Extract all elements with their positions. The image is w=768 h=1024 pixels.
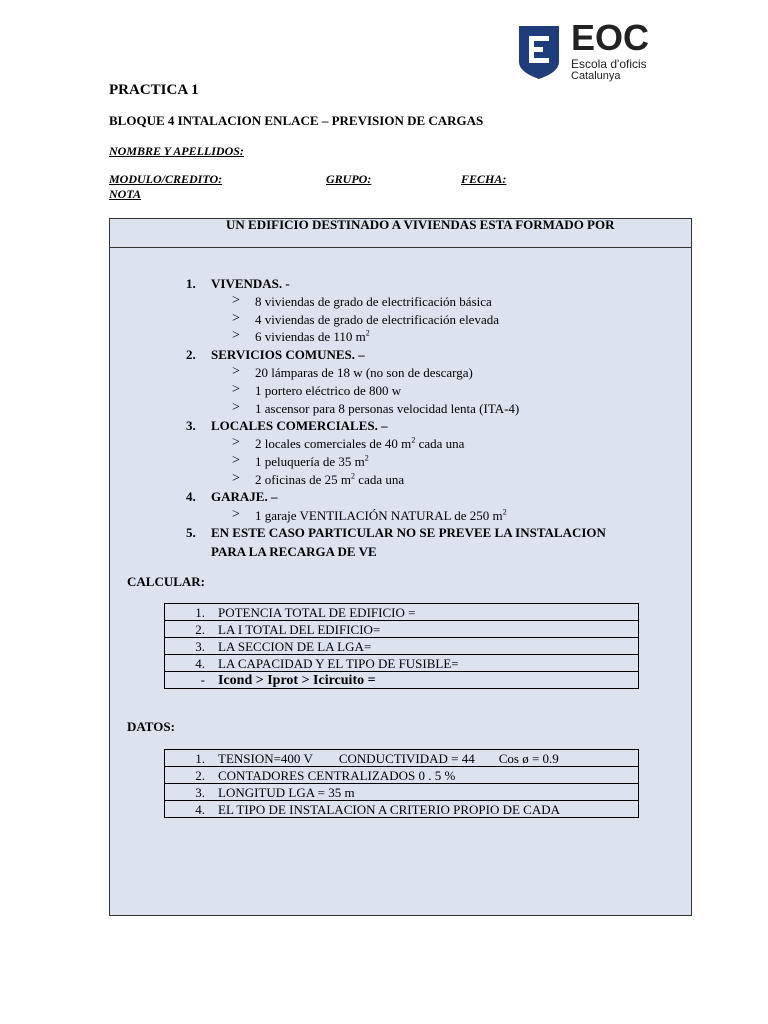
table-row: 2. CONTADORES CENTRALIZADOS 0 . 5 % [165,767,639,784]
datos-heading: DATOS: [127,719,175,734]
table-row: - Icond > Iprot > Icircuito = [165,672,639,689]
arrow-bullet-icon: > [232,400,240,415]
section-title: VIVENDAS. - [211,276,290,291]
list-item: 4 viviendas de grado de electrificación elevada [255,312,499,327]
table-row: 4. EL TIPO DE INSTALACION A CRITERIO PROPIO DE CADA [165,801,639,818]
arrow-bullet-icon: > [232,364,240,379]
logo-name: EOC [571,17,650,58]
list-item: 20 lámparas de 18 w (no son de descarga) [255,365,473,380]
page-subtitle: BLOQUE 4 INTALACION ENLACE – PREVISION DE CARGAS [109,113,484,128]
panel-header [110,219,691,248]
arrow-bullet-icon: > [232,382,240,397]
table-row: 2. LA I TOTAL DEL EDIFICIO= [165,621,639,638]
list-item: 6 viviendas de 110 $m^2$ [255,328,370,344]
table-row: 4. LA CAPACIDAD Y EL TIPO DE FUSIBLE= [165,655,639,672]
table-row: 3. LONGITUD LGA = 35 m [165,784,639,801]
arrow-bullet-icon: > [232,471,240,486]
arrow-bullet-icon: > [232,311,240,326]
section-number: 4. [186,489,196,504]
arrow-bullet-icon: > [232,328,240,343]
list-item: 1 ascensor para 8 personas velocidad lenta (ITA-4) [255,401,520,416]
logo-subtitle-1: Escola d'oficis [571,57,647,71]
arrow-bullet-icon: > [232,453,240,468]
list-item: 1 peluquería de 35 $m^2$ [255,453,369,469]
table-row: 3. LA SECCION DE LA LGA= [165,638,639,655]
problem-panel [109,218,692,916]
section-title: SERVICIOS COMUNES. – [211,347,365,362]
table-row: 1. TENSION=400 V CONDUCTIVIDAD = 44 Cos ø = 0.9 [165,750,639,767]
grupo-field-label: GRUPO: [326,172,372,186]
list-item: 1 garaje VENTILACIÓN NATURAL de 250 $m^2$ [255,507,507,523]
section-title: EN ESTE CASO PARTICULAR NO SE PREVEE LA INSTALACION [211,525,606,540]
eoc-logo [517,17,667,82]
list-item: 2 locales comerciales de 40 $m^2$ cada una [255,435,465,451]
calcular-table [164,603,639,689]
section-number: 5. [186,525,196,540]
list-item: 1 portero eléctrico de 800 w [255,383,402,398]
list-item: 8 viviendas de grado de electrificación básica [255,294,492,309]
calcular-heading: CALCULAR: [127,574,205,589]
panel-heading: UN EDIFICIO DESTINADO A VIVIENDAS ESTA FORMADO POR [226,217,615,232]
shield-logo-icon [517,24,561,80]
section-number: 2. [186,347,196,362]
page-title: PRACTICA 1 [109,82,199,98]
section-title: GARAJE. – [211,489,278,504]
logo-subtitle-2: Catalunya [571,70,621,82]
arrow-bullet-icon: > [232,293,240,308]
arrow-bullet-icon: > [232,435,240,450]
nota-field-label: NOTA [109,187,142,201]
section-title-continued: PARA LA RECARGA DE VE [211,544,377,559]
nombre-field-label: NOMBRE Y APELLIDOS: [109,144,244,158]
fecha-field-label: FECHA: [461,172,507,186]
modulo-field-label: MODULO/CREDITO: [109,172,223,186]
table-row: 1. POTENCIA TOTAL DE EDIFICIO = [165,604,639,621]
section-number: 1. [186,276,196,291]
arrow-bullet-icon: > [232,507,240,522]
datos-table [164,749,639,818]
list-item: 2 oficinas de 25 $m^2$ cada una [255,471,405,487]
section-title: LOCALES COMERCIALES. – [211,418,388,433]
section-number: 3. [186,418,196,433]
